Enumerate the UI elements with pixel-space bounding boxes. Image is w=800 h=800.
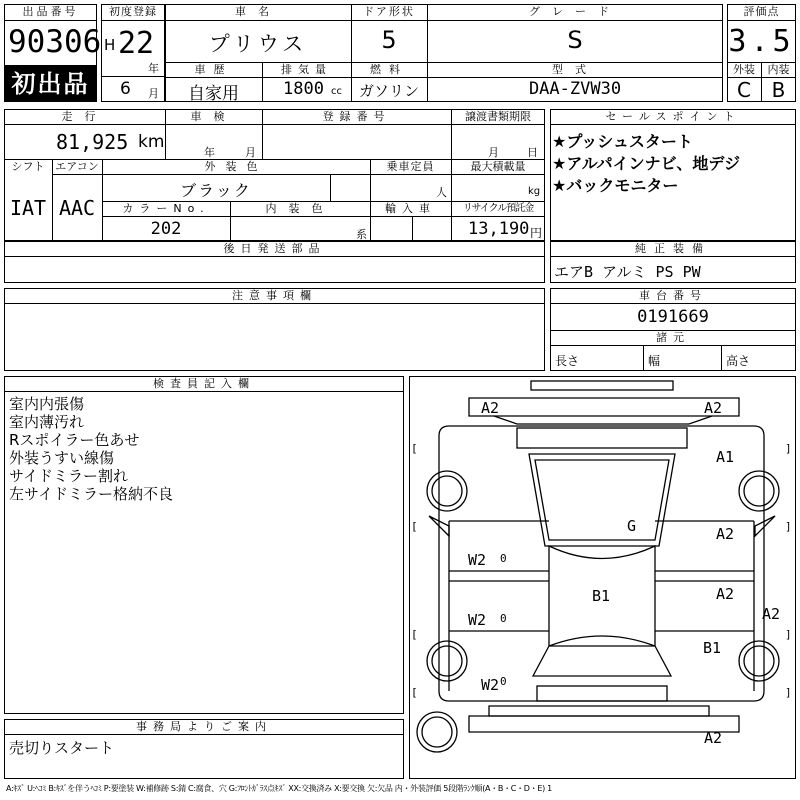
mileage-unit: km — [138, 132, 165, 152]
max-load-unit: kg — [528, 186, 541, 197]
year-unit: 年 — [148, 62, 159, 75]
length-label: 長さ — [555, 354, 580, 368]
capacity-label: 乗車定員 — [386, 160, 435, 173]
car-diagram — [409, 376, 796, 779]
inspection-year-unit: 年 — [204, 146, 215, 159]
exterior-color-label: 外装色 — [204, 160, 268, 173]
sales-point-1: ★プッシュスタート — [552, 132, 693, 151]
inspector-label: 検査員記入欄 — [153, 377, 255, 390]
mark-a2-rear-bumper: A2 — [704, 729, 723, 747]
inspection-label: 車検 — [190, 110, 237, 123]
month-unit: 月 — [148, 87, 159, 100]
score-value: 3.5 — [728, 24, 795, 59]
first-listing-badge: 初出品 — [4, 66, 97, 102]
mark-a2-front-left: A2 — [481, 399, 500, 417]
notes-label: 注意事項欄 — [232, 289, 317, 302]
inspector-line-1: 室内内張傷 — [9, 395, 85, 413]
door-value: 5 — [381, 26, 397, 54]
mark-b1-right-rear: B1 — [703, 639, 722, 657]
bracket-mark: [ — [411, 686, 418, 699]
bracket-mark: ] — [785, 628, 792, 641]
ac-value: AAC — [58, 196, 96, 220]
chassis-label: 車台番号 — [639, 289, 707, 302]
inspector-line-2: 室内薄汚れ — [9, 413, 85, 431]
mark-a1-right-fender: A1 — [716, 448, 735, 466]
exterior-color-value: ブラック — [180, 181, 252, 200]
fuel-value: ガソリン — [358, 82, 419, 100]
score-label: 評価点 — [743, 5, 780, 18]
sales-point-2: ★アルパインナビ、地デジ — [552, 154, 741, 173]
dims-label: 諸元 — [656, 331, 690, 344]
spec-block — [4, 109, 545, 241]
mark-g-windscreen: G — [627, 517, 637, 535]
zero-mark-1: 0 — [500, 552, 507, 565]
footer-legend: A:ｷｽﾞ U:ﾍｺﾐ B:ｷｽﾞを伴うﾍｺﾐ P:要塗装 W:補修跡 S:錆 C:腐食、穴 G:ﾌﾛﾝﾄｶﾞﾗｽ点ｷｽﾞ XX:交換済み X:要交換 欠:欠品 内・外装評価 5段階ﾗﾝｸ順(A・B・C・D・E) 1 — [6, 784, 552, 793]
inspector-line-4: 外装うすい線傷 — [9, 449, 115, 467]
model-label: 型式 — [552, 63, 598, 76]
first-reg-label: 初度登録 — [109, 5, 157, 18]
capacity-unit: 人 — [436, 186, 447, 199]
door-label: ドア形状 — [363, 5, 415, 18]
mark-w2-left-quarter: W2 — [481, 676, 500, 694]
ac-label: エアコン — [55, 160, 99, 173]
sales-point-3: ★バックモニター — [552, 176, 679, 195]
inspection-month-unit: 月 — [245, 146, 256, 159]
era-year: 22 — [118, 26, 155, 61]
reg-month: 6 — [120, 79, 131, 99]
history-label: 車歴 — [194, 63, 233, 76]
inspector-line-6: 左サイドミラー格納不良 — [9, 485, 173, 503]
shift-value: IAT — [9, 196, 47, 220]
transfer-month-unit: 月 — [488, 146, 499, 159]
transfer-label: 譲渡書類期限 — [465, 110, 531, 123]
zero-mark-2: 0 — [500, 612, 507, 625]
chassis-value: 0191669 — [637, 307, 709, 327]
bracket-mark: [ — [411, 628, 418, 641]
exterior-label: 外装 — [733, 63, 755, 76]
car-name: プリウス — [208, 32, 308, 56]
bracket-mark: [ — [411, 442, 418, 455]
bracket-mark: ] — [785, 442, 792, 455]
lot-label: 出品番号 — [22, 5, 79, 18]
reg-number-label: 登録番号 — [322, 110, 391, 123]
zero-mark-3: 0 — [500, 675, 507, 688]
color-no-label: カラーNo. — [122, 202, 210, 215]
recycle-unit: 円 — [530, 226, 543, 240]
grade-value: S — [567, 26, 583, 54]
sales-points-label: セールスポイント — [605, 110, 741, 123]
displacement-value: 1800 — [283, 79, 324, 99]
mark-a2-right-mirror: A2 — [762, 605, 781, 623]
shift-label: シフト — [11, 160, 45, 173]
grade-label: グレード — [529, 5, 621, 18]
office-value: 売切りスタート — [9, 739, 115, 757]
car-name-label: 車名 — [235, 5, 281, 18]
height-label: 高さ — [726, 354, 751, 368]
max-load-label: 最大積載量 — [470, 160, 526, 173]
inspector-line-3: Rスポイラー色あせ — [9, 431, 140, 449]
genuine-value: エアB アルミ PS PW — [554, 263, 701, 281]
interior-label: 内装 — [767, 63, 790, 76]
import-label: 輸入車 — [385, 202, 436, 215]
recycle-value: 13,190 — [468, 219, 530, 239]
bracket-mark: ] — [785, 686, 792, 699]
history-value: 自家用 — [188, 84, 239, 104]
mileage-value: 81,925 — [56, 130, 129, 154]
mark-w2-left-front: W2 — [468, 551, 487, 569]
genuine-label: 純正装備 — [635, 242, 711, 255]
mark-a2-right-door-front: A2 — [716, 525, 735, 543]
model-value: DAA-ZVW30 — [528, 79, 622, 99]
interior-grade: B — [771, 78, 786, 102]
interior-color-unit: 系 — [356, 228, 367, 241]
inspector-line-5: サイドミラー割れ — [9, 467, 128, 485]
lot-number: 90306 — [8, 24, 102, 60]
displacement-label: 排気量 — [281, 63, 332, 76]
bracket-mark: [ — [411, 520, 418, 533]
displacement-unit: cc — [331, 86, 342, 97]
mileage-label: 走行 — [61, 110, 108, 123]
exterior-grade: C — [737, 78, 751, 102]
office-label: 事務局よりご案内 — [136, 720, 272, 733]
color-no-value: 202 — [150, 219, 182, 239]
interior-color-label: 内装色 — [265, 202, 335, 215]
mark-a2-right-door-rear: A2 — [716, 585, 735, 603]
recycle-label: リサイクル預託金 — [462, 203, 534, 214]
era-prefix: H — [104, 36, 116, 54]
transfer-day-unit: 日 — [527, 146, 538, 159]
mark-a2-front-right: A2 — [704, 399, 723, 417]
later-parts-label: 後日発送部品 — [223, 242, 326, 255]
width-label: 幅 — [648, 354, 661, 368]
bracket-mark: ] — [785, 520, 792, 533]
mark-w2-left-rear: W2 — [468, 611, 487, 629]
fuel-label: 燃料 — [370, 63, 408, 76]
mark-b1-roof: B1 — [592, 587, 611, 605]
